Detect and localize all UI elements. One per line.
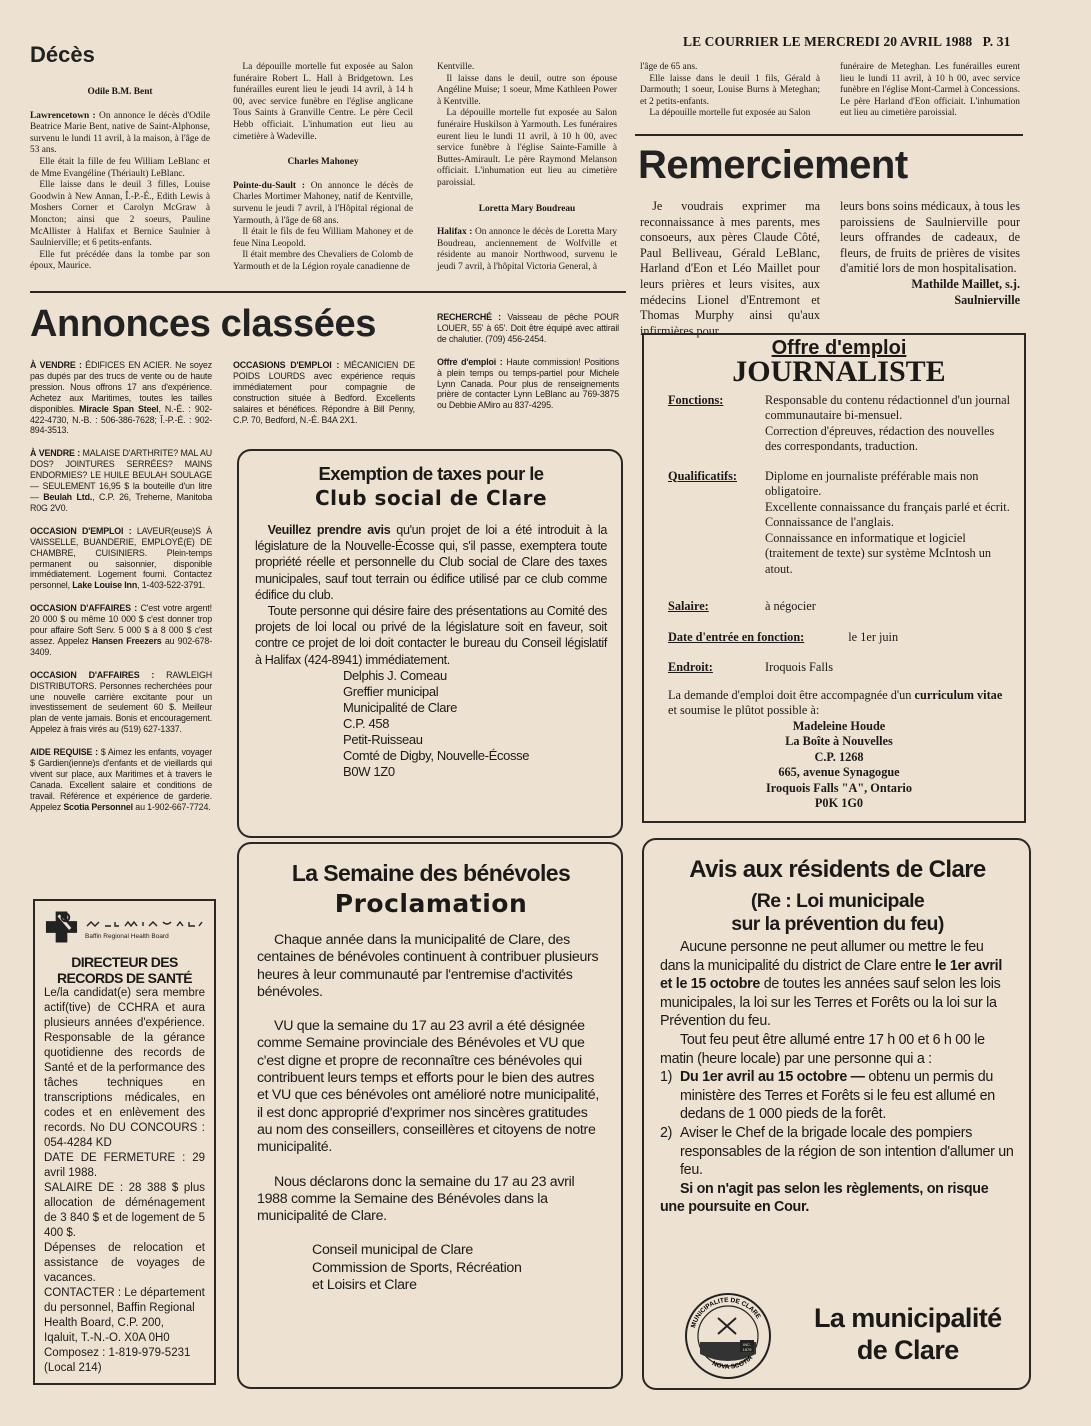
field-value: à négocier [765, 599, 816, 613]
field-label: Endroit: [668, 660, 713, 674]
obit-paragraph: La dépouille mortelle fut exposée au Salon [649, 108, 811, 119]
list-bold: Du 1er avril au 15 octobre — [680, 1069, 865, 1086]
obit-column-5 [840, 62, 1020, 120]
ad-category: OCCASIONS D'EMPLOI : [233, 360, 340, 370]
baffin-contact-line: Composez : 1-819-979-5231 [44, 1347, 191, 1359]
offre-field [668, 599, 1010, 615]
offre-field [668, 469, 1010, 578]
avis-body [660, 938, 1015, 1217]
avis-paragraph [660, 938, 1015, 1031]
avis-dates: le 1er avril et le 15 octobre [660, 957, 1003, 993]
baffin-contact-line: (Local 214) [44, 1362, 102, 1374]
classifieds-column-3 [437, 312, 619, 423]
obit-paragraph [30, 111, 210, 157]
ad-category: RECHERCHÉ : [437, 312, 501, 322]
obit-column-3 [437, 62, 617, 274]
avis-subtitle-line: sur la prévention du feu) [731, 913, 944, 935]
seal-top-text: MUNICIPALITE DE CLARE [690, 1296, 762, 1329]
seal-inc: INC. [743, 1342, 751, 1347]
signatory-line: Commission de Sports, Récréation [312, 1259, 522, 1276]
list-body: obtenu un permis du ministère des Terres et Forêts si le feu est allumé en dedans de 1 000 pieds de la forêt. [680, 1069, 995, 1123]
list-text: Aviser le Chef de la brigade locale des pompiers responsables de la région de son intention d'allumer un feu. [680, 1124, 1014, 1179]
field-value: Diplome en journaliste préférable mais non obligatoire. [765, 468, 979, 498]
obit-text: On annonce le décès de Loretta Mary Boudreau, anciennement de Wolfville et résidente au manoir Northwood, survenu le jeudi 7 avril, à l'hôpital Victoria General, à [437, 227, 618, 272]
seal-bottom-text: NOVA SCOTIA [710, 1354, 755, 1371]
obit-paragraph: Il était le fils de feu William Mahoney et de feue Nina Leopold. [233, 227, 413, 249]
proclamation-body [257, 932, 605, 1294]
classified-ad [30, 448, 212, 513]
offre-field [668, 630, 1010, 646]
ad-contact: au 1-902-667-7724. [132, 801, 211, 812]
offre-field [668, 660, 1010, 676]
address-line: Petit-Ruisseau [343, 731, 423, 747]
baffin-title-line: DIRECTEUR DES [71, 954, 178, 970]
remerciement-column-1 [640, 199, 820, 339]
obit-paragraph: Elle laisse dans le deuil 1 fils, Gérald à Darmouth; 1 soeur, Louise Burns à Meteghan; et 2 petits-enfants. [640, 73, 820, 107]
signature-name: Mathilde Maillet, s.j. [911, 276, 1020, 291]
ad-text: Vaisseau de pêche POUR LOUER, 55' à 65'. Doit être équipé avec attirail de chalutier. (709) 456-2454. [437, 312, 619, 344]
ad-category: AIDE REQUISE : [30, 747, 98, 758]
proclamation-paragraph: Chaque année dans la municipalité de Clare, des centaines de bénévoles continuent à contribuer plusieurs heures à leur communauté par l'entremise d'activités bénévoles. [257, 932, 599, 1000]
avis-list-item [660, 1124, 1015, 1180]
address-line: Comté de Digby, Nouvelle-Écosse [343, 747, 530, 763]
address-line: Greffier municipal [343, 683, 439, 699]
ad-contact: , C.P. 26, Treherne, Manitoba R0G 2V0. [30, 491, 212, 513]
avis-warning: Si on n'agit pas selon les règlements, on risque une poursuite en Cour. [660, 1180, 989, 1216]
address-line: B0W 1Z0 [343, 763, 395, 779]
remerciement-text: Je voudrais exprimer ma reconnaissance à mes parents, mes consoeurs, aux pères Claude Côté, Paul Belliveau, Gérald LeBlanc, Harland d'Eon et Léo Maillet pour leurs prières et leurs visites, aux médecins Lionel d'Entremont et Thomas Murphy ainsi qu'aux infirmières pour [640, 199, 820, 338]
classified-ad [30, 747, 212, 812]
baffin-closing-date: DATE DE FERMETURE : 29 avril 1988. [44, 1152, 205, 1179]
field-value: Connaissance en informatique et logiciel (traitement de texte) sur système McIntosh un atout. [765, 530, 992, 576]
baffin-salary: SALAIRE DE : 28 388 $ plus allocation de déménagement de 3 840 $ et de logement de 5 400 $. [44, 1182, 205, 1239]
baffin-title-line: RECORDS DE SANTÉ [56, 970, 193, 986]
health-cross-icon [44, 909, 79, 945]
obit-column-1 [30, 77, 210, 273]
obit-name: Charles Mahoney [287, 157, 359, 168]
ad-category: OCCASION D'AFFAIRES : [30, 669, 155, 680]
avis-paragraph: Tout feu peut être allumé entre 17 h 00 et 6 h 00 le matin (heure locale) par une personne qui a : [660, 1031, 985, 1067]
field-label: Qualificatifs: [668, 468, 737, 483]
ad-advertiser: Hansen Freezers [91, 635, 162, 646]
address-line: Madeleine Houde [792, 718, 886, 733]
newspaper-masthead: LE COURRIER LE MERCREDI 20 AVRIL 1988 P. 31 [683, 34, 1011, 49]
offre-position: JOURNALISTE [732, 354, 946, 388]
ad-text: LAVEUR(euse)S À VAISSELLE, BUANDERIE, EMPLOYÉ(E) DE CHAMBRE, CUISINIERS. Plein-temps permanent ou saisonnier, disponible immédiatement. Logement fourni. Contactez personnel, [30, 525, 212, 591]
baffin-title [44, 954, 205, 986]
signature-line: de Clare [856, 1335, 959, 1365]
annonces-title: Annonces classées [30, 303, 376, 345]
offre-field [668, 393, 1010, 455]
baffin-contact-line: Iqaluit, T.-N.-O. X0A 0H0 [44, 1332, 170, 1344]
address-line: Iroquois Falls "A", Ontario [766, 780, 912, 795]
avis-text: Aucune personne ne peut allumer ou mettre le feu dans la municipalité du district de Clare entre [660, 939, 984, 974]
proclamation-subtitle: Proclamation [334, 889, 528, 918]
ad-text: RAWLEIGH DISTRIBUTORS. Personnes recherchées pour une nouvelle carrière excitante pour un investissement de seulement 60 $. Meilleur plan de vente jamais. Bonis et encouragement. Appelez à frais virés au (519) 627-1337. [30, 669, 212, 735]
obit-paragraph: Il était membre des Chevaliers de Colomb de Yarmouth et de la Légion royale canadienne de [233, 250, 413, 272]
obit-paragraph: Elle fut précédée dans la tombe par son époux, Maurice. [30, 249, 210, 272]
municipal-seal-icon [684, 1292, 772, 1380]
baffin-org-name: Baffin Regional Health Board [85, 932, 169, 940]
offre-address [668, 719, 1010, 812]
obit-name: Loretta Mary Boudreau [478, 203, 576, 214]
proclamation-paragraph: Nous déclarons donc la semaine du 17 au 23 avril 1988 comme la Semaine des Bénévoles dans la municipalité de Clare. [257, 1173, 575, 1225]
field-label: Salaire: [668, 599, 709, 613]
ad-text: MALAISE D'ARTHRITE? MAL AU DOS? JOINTURES SERRÉES? MAINS ENDORMIES? LE HUILE BEULAH SOULAGE — SEULEMENT 16,95 $ la bouteille d'un litre — [30, 448, 212, 502]
ad-text: Haute commission! Positions à plein temps ou temps-partiel pour Michele Lynn Canada. Pour plus de renseignements prière de contacter Lynn LeBlanc au 769-3875 ou Debbie AMiro au 837-4295. [437, 356, 619, 411]
proclamation-notice [237, 842, 623, 1389]
classified-ad [437, 312, 619, 345]
obit-paragraph: funéraire de Meteghan. Les funérailles eurent lieu le lundi 11 avril, à 10 h 00, avec service funèbre en l'église Mont-Carmel à Concessions. Le père Harland d'Eon officiait. L'inhumation eut lieu au cimetière paroissial. [840, 62, 1020, 119]
signature-line: La municipalité [814, 1303, 1002, 1333]
baffin-job-ad [33, 899, 216, 1385]
classifieds-column-1 [30, 360, 212, 825]
obit-paragraph: l'âge de 65 ans. [640, 62, 698, 72]
list-text [680, 1068, 1015, 1124]
ad-category: OCCASION D'EMPLOI : [30, 525, 132, 536]
obit-paragraph: Elle était la fille de feu William LeBlanc et de Mme Evangéline (Thériault) LeBlanc. [30, 156, 210, 179]
signature-place: Saulnierville [954, 292, 1020, 307]
exemption-body [255, 522, 607, 780]
obit-paragraph [233, 181, 413, 227]
classified-ad [30, 360, 212, 436]
exemption-lead: Veuillez prendre avis [267, 523, 391, 537]
journalist-job-ad [642, 333, 1026, 823]
obit-place: Lawrencetown : [30, 110, 96, 121]
baffin-expenses: Dépenses de relocation et assistance de voyages de vacances. [44, 1242, 205, 1284]
obit-paragraph: La dépouille mortelle fut exposée au Salon funéraire Robert L. Hall à Bridgetown. Les funérailles eurent lieu le jeudi 14 avril, à 14 h 00, avec service funèbre en l'église anglicane Tous Saints à Granville Centre. Le père Cecil Hebb officiait. L'inhumation eut lieu au cimetière à Wadeville. [233, 62, 413, 142]
obit-place: Halifax : [437, 227, 473, 238]
list-number: 2) [660, 1124, 673, 1141]
seal-year: 1879 [742, 1347, 752, 1352]
obit-paragraph: Elle laisse dans le deuil 3 filles, Louise Goodwin à New Annan, Î.-P.-É., Edith Lewis à Moshers Corner et Carolyn McGraw à Moncton; ainsi que 2 soeurs, Pauline McAllister à Halifax et Bernice Saulnier à Saulnierville; et 6 petits-enfants. [30, 180, 210, 249]
exemption-subtitle: Club social de Clare [314, 486, 548, 510]
address-line: C.P. 458 [343, 715, 390, 731]
exemption-notice [237, 449, 623, 838]
obit-paragraph: Kentville. [437, 62, 475, 72]
apply-text: La demande d'emploi doit être accompagnée d'un [668, 687, 915, 702]
field-label: Fonctions: [668, 392, 724, 407]
obit-column-4 [640, 62, 820, 120]
obit-paragraph: Il laisse dans le deuil, outre son épouse Angéline Muise; 1 soeur, Mme Kathleen Power à Kentville. [437, 73, 617, 107]
address-line: La Boîte à Nouvelles [785, 734, 893, 748]
proclamation-title: La Semaine des bénévoles [291, 860, 571, 886]
baffin-logo [44, 909, 205, 945]
remerciement-title: Remerciement [638, 143, 908, 187]
classified-ad [30, 670, 212, 735]
classified-ad [233, 360, 415, 425]
proclamation-paragraph: VU que la semaine du 17 au 23 avril a été désignée comme Semaine provinciale des Bénévoles et VU que c'est digne et propre de reconnaître ces bénévoles qui contribuent leurs temps et efforts pour le bien des autres et VU que ces bénévoles ont amélioré notre municipalité, il est donc approprié d'exprimer nos sincères gratitudes au nom des conseillers, conseillères et citoyens de notre municipalité. [257, 1018, 600, 1156]
classified-ad [30, 603, 212, 658]
ad-text: MÉCANICIEN DE POIDS LOURDS avec expérience requis immédiatement pour compagnie de construction située à Bedford. Excellents salaires et bénéfices. Répondre à Bill Penny, C.P. 70, Bedford, N.-É. B4A 2X1. [233, 360, 415, 425]
ad-category: À VENDRE : [30, 448, 81, 459]
ad-text: ÉDIFICES EN ACIER. Ne soyez pas dupés par des trucs de vente ou de haute pression. Nous offrons 17 ans d'expérience. Achetez aux Maritimes, toutes les tailles disponibles. [30, 360, 212, 414]
address-line: C.P. 1268 [814, 749, 864, 764]
ad-advertiser: Beulah Ltd. [43, 491, 93, 502]
field-value: Correction d'épreuves, rédaction des nouvelles des correspondants, traduction. [765, 423, 995, 453]
apply-text: et soumise le plûtot possible à: [668, 703, 820, 717]
address-line: 665, avenue Synagogue [778, 765, 900, 779]
obit-text: On annonce le décès de Charles Mortimer Mahoney, natif de Kentville, survenu le jeudi 7 avril, à l'Hôpital régional de Yarmouth, à l'âge de 68 ans. [233, 180, 414, 226]
exemption-paragraph: Toute personne qui désire faire des présentations au Comité des projets de loi local ou privé de la législature soit en faveur, soit contre ce projet de loi doit contacter le bureau du Conseil législatif à Halifax (424-8941) immédiatement. [255, 604, 607, 667]
deces-title: Décès [30, 42, 95, 67]
classified-ad [437, 357, 619, 412]
ad-category: OCCASION D'AFFAIRES : [30, 603, 138, 614]
field-value: Iroquois Falls [765, 660, 833, 674]
apply-bold: curriculum vitae [914, 687, 1003, 702]
offre-apply [668, 688, 1010, 719]
obit-text: On annonce le décès d'Odile Beatrice Marie Bent, native de Saint-Alphonse, survenu le lundi 11 avril, à la maison, à l'âge de 53 ans. [30, 110, 210, 156]
field-value: Responsable du contenu rédactionnel d'un journal communautaire bi-mensuel. [765, 392, 1011, 422]
avis-list-item [660, 1068, 1015, 1124]
ad-category: Offre d'emploi : [437, 356, 503, 367]
obit-column-2 [233, 62, 413, 274]
proclamation-signatories [312, 1242, 605, 1294]
avis-subtitle-line: (Re : Loi municipale [750, 890, 925, 912]
classifieds-column-2 [233, 360, 415, 437]
avis-text: de toutes les années sauf selon les lois municipales, la loi sur les Terres et Forêts ou la loi sur la Prévention du feu. [660, 976, 1001, 1030]
avis-title: Avis aux résidents de Clare [689, 856, 986, 883]
fire-prevention-notice [642, 838, 1031, 1390]
exemption-text: qu'un projet de loi a été introduit à la législature de la Nouvelle-Écosse qui, s'il passe, exemptera toute propriété réelle et personnelle du Club social de Clare des taxes municipales, sauf tout terrain ou édifice utilisé par ce club comme édifice du club. [255, 523, 608, 602]
avis-signature [814, 1302, 1002, 1366]
exemption-title: Exemption de taxes pour le [318, 463, 544, 484]
exemption-address [343, 668, 607, 780]
obit-name: Odile B.M. Bent [87, 87, 153, 97]
obit-place: Pointe-du-Sault : [233, 180, 305, 191]
ad-contact: , N.-É. : 902-422-4730, N.-B. : 506-386-7628; Î.-P.-É. : 902-894-3513. [30, 403, 212, 436]
signatory-line: Conseil municipal de Clare [312, 1242, 473, 1259]
section-divider [30, 291, 626, 293]
offre-title: Offre d'emploi [771, 337, 907, 359]
ad-advertiser: Scotia Personnel [63, 801, 133, 812]
ad-advertiser: Miracle Span Steel [79, 403, 159, 414]
syllabics-text-icon [85, 920, 205, 928]
ad-category: À VENDRE : [30, 360, 82, 370]
signatory-line: et Loisirs et Clare [312, 1277, 417, 1294]
field-value: le 1er juin [848, 629, 899, 644]
avis-subtitle [660, 890, 1015, 936]
ad-contact: au 902-678-3409. [30, 635, 213, 657]
classified-ad [30, 526, 212, 591]
field-label: Date d'entrée en fonction: [668, 629, 805, 644]
address-line: Municipalité de Clare [343, 699, 458, 715]
obit-paragraph [437, 227, 617, 273]
baffin-body [44, 986, 205, 1376]
baffin-contact-line: CONTACTER : Le département du personnel, Baffin Regional Health Board, C.P. 200, [44, 1287, 205, 1329]
address-line: Delphis J. Comeau [343, 667, 447, 683]
exemption-paragraph [255, 522, 607, 603]
field-value: Excellente connaissance du français parlé et écrit. Connaissance de l'anglais. [765, 499, 1010, 529]
baffin-description: Le/la candidat(e) sera membre actif(tive) de CCHRA et aura plusieurs années d'expérience. Responsable de la gérance quotidienne des records de Santé et de la performance des tâches techniques en transcriptions médicales, en codes et en enlèvement des records. No DU CONCOURS : 054-4284 KD [44, 987, 205, 1149]
ad-text: C'est votre argent! 20 000 $ ou même 10 000 $ c'est donner trop pour affaire Soft Serv. 5 000 $ à 8 000 $ c'est assez. Appelez [30, 603, 212, 646]
obit-paragraph: La dépouille mortelle fut exposée au Salon funéraire Huskilson à Yarmouth. Les funéraires eurent lieu le lundi 11 avril, à 10 h 00, avec service funèbre à l'église Sainte-Famille à Buttes-Amirault. Le père Raymond Melanson officiait. L'inhumation eut lieu au cimetière paroissial. [437, 108, 617, 188]
list-number: 1) [660, 1069, 673, 1086]
remerciement-column-2 [840, 199, 1020, 308]
remerciement-text: leurs bons soins médicaux, à tous les paroissiens de Saulnierville pour leurs offrandes de cadeaux, de fleurs, de fruits de prières de visites d'amitié lors de mon hospitalisation. [840, 199, 1020, 276]
address-line: P0K 1G0 [814, 796, 864, 810]
ad-advertiser: Lake Louise Inn [72, 580, 138, 591]
ad-text: $ Aimez les enfants, voyager $ Gardien(ienne)s d'enfants et de vieillards qui vivent sur place, aux Maritimes et à travers le Canada. Excellent salaire et conditions de travail. Référence et expérience de garderie. Appelez [30, 747, 212, 812]
ad-contact: , 1-403-522-3791. [137, 580, 206, 591]
section-divider [635, 134, 1023, 136]
clare-seal [684, 1292, 772, 1385]
